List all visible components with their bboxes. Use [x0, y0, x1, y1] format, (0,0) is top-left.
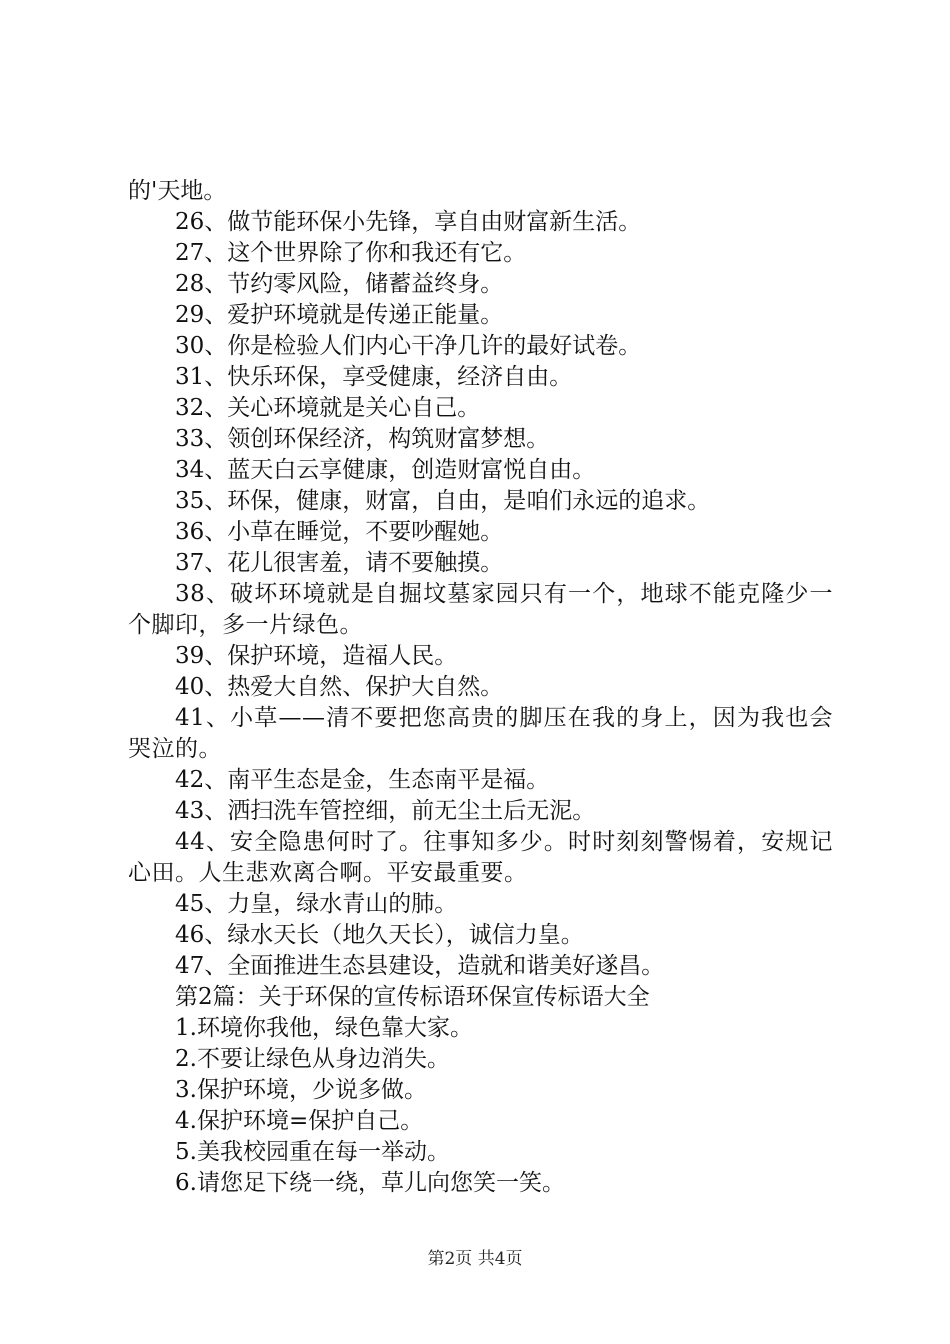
text-line: 34、蓝天白云享健康，创造财富悦自由。 — [175, 457, 596, 483]
text-line: 44、安全隐患何时了。往事知多少。时时刻刻警惕着，安规记心田。人生悲欢离合啊。平安最重要。 — [128, 829, 833, 886]
text-line: 36、小草在睡觉，不要吵醒她。 — [175, 519, 504, 545]
text-line: 28、节约零风险，储蓄益终身。 — [175, 271, 504, 297]
text-line: 46、绿水天长（地久天长），诚信力皇。 — [175, 922, 584, 948]
text-line: 27、这个世界除了你和我还有它。 — [175, 240, 527, 266]
text-line: 32、关心环境就是关心自己。 — [175, 395, 481, 421]
text-line: 1.环境你我他，绿色靠大家。 — [175, 1015, 473, 1041]
text-line: 41、小草——清不要把您高贵的脚压在我的身上，因为我也会哭泣的。 — [128, 705, 833, 762]
text-line: 38、破坏环境就是自掘坟墓家园只有一个，地球不能克隆少一个脚印，多一片绿色。 — [128, 581, 833, 638]
text-line: 5.美我校园重在每一举动。 — [175, 1139, 450, 1165]
text-line: 43、洒扫洗车管控细，前无尘土后无泥。 — [175, 798, 596, 824]
page-footer: 第2页 共4页 — [427, 1249, 523, 1269]
body-text — [128, 176, 833, 1199]
text-line: 3.保护环境，少说多做。 — [175, 1077, 427, 1103]
text-line: 47、全面推进生态县建设，造就和谐美好遂昌。 — [175, 953, 665, 979]
text-line: 30、你是检验人们内心干净几许的最好试卷。 — [175, 333, 642, 359]
text-line: 31、快乐环保，享受健康，经济自由。 — [175, 364, 573, 390]
text-line: 4.保护环境=保护自己。 — [175, 1108, 424, 1134]
text-line: 33、领创环保经济，构筑财富梦想。 — [175, 426, 550, 452]
text-line: 的'天地。 — [128, 178, 227, 204]
text-line: 6.请您足下绕一绕，草儿向您笑一笑。 — [175, 1170, 565, 1196]
text-line: 37、花儿很害羞，请不要触摸。 — [175, 550, 504, 576]
text-line: 45、力皇，绿水青山的肺。 — [175, 891, 458, 917]
text-line: 26、做节能环保小先锋，享自由财富新生活。 — [175, 209, 642, 235]
text-line: 39、保护环境，造福人民。 — [175, 643, 458, 669]
text-line: 35、环保，健康，财富，自由，是咱们永远的追求。 — [175, 488, 711, 514]
text-line: 42、南平生态是金，生态南平是福。 — [175, 767, 550, 793]
text-line: 第2篇：关于环保的宣传标语环保宣传标语大全 — [175, 984, 650, 1010]
text-line: 29、爱护环境就是传递正能量。 — [175, 302, 504, 328]
text-line: 2.不要让绿色从身边消失。 — [175, 1046, 450, 1072]
text-line: 40、热爱大自然、保护大自然。 — [175, 674, 504, 700]
